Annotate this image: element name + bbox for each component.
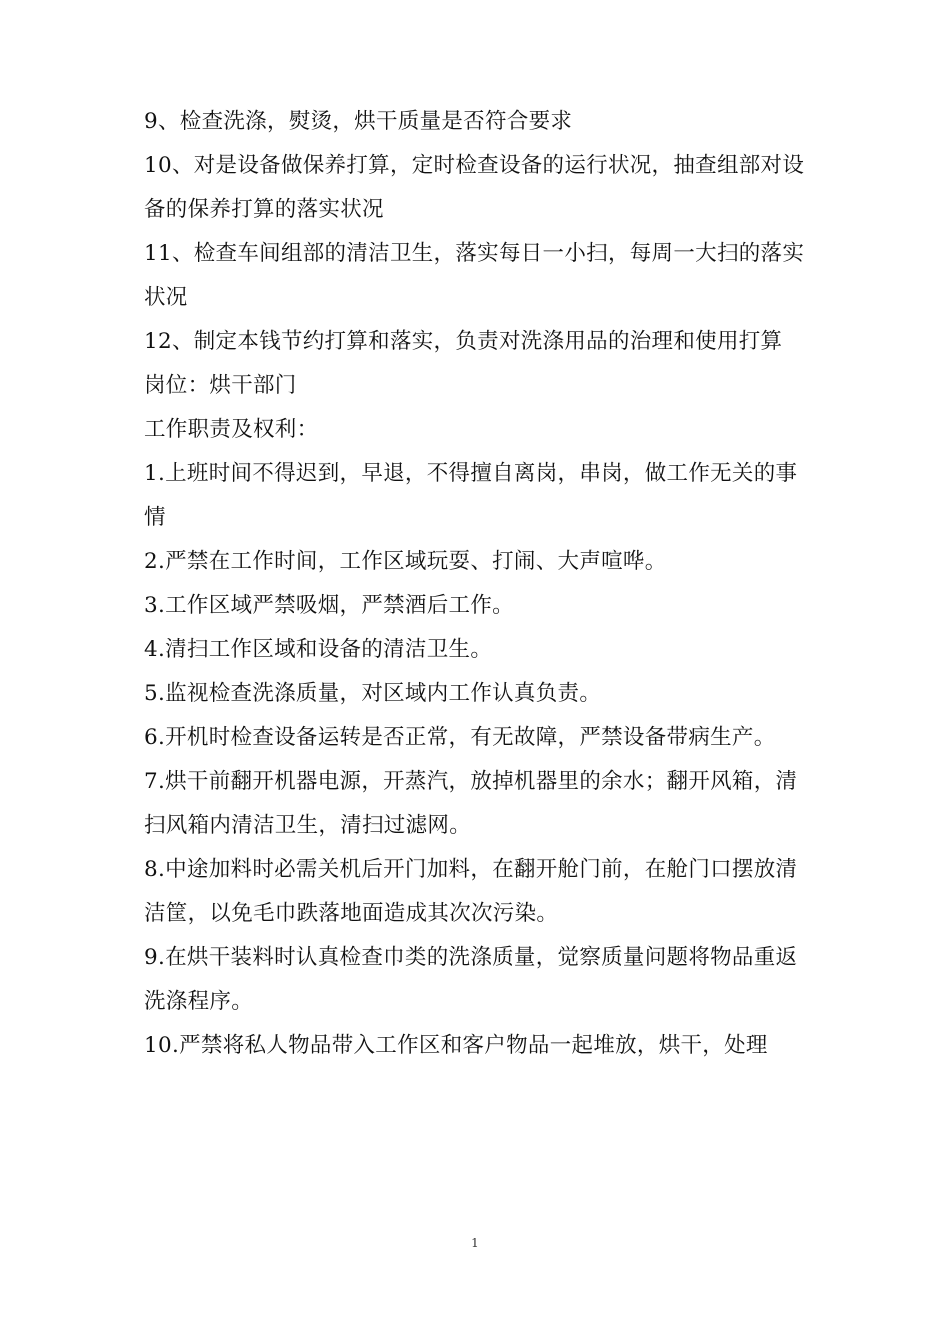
text-line: 9.在烘干装料时认真检查巾类的洗涤质量，觉察质量问题将物品重返 <box>144 945 798 970</box>
text-line: 8.中途加料时必需关机后开门加料，在翻开舱门前，在舱门口摆放清 <box>144 857 798 882</box>
page-number: 1 <box>471 1236 479 1250</box>
document-body <box>144 100 824 1068</box>
text-line: 10.严禁将私人物品带入工作区和客户物品一起堆放，烘干，处理 <box>144 1033 768 1058</box>
text-line: 工作职责及权利： <box>144 417 319 442</box>
text-line: 洗涤程序。 <box>144 989 254 1014</box>
text-line: 11、检查车间组部的清洁卫生，落实每日一小扫，每周一大扫的落实 <box>144 241 805 266</box>
text-line: 2.严禁在工作时间，工作区域玩耍、打闹、大声喧哗。 <box>144 549 667 574</box>
text-line: 状况 <box>144 285 188 310</box>
text-line: 1.上班时间不得迟到，早退，不得擅自离岗，串岗，做工作无关的事 <box>144 461 798 486</box>
text-line: 情 <box>144 505 166 530</box>
text-line: 扫风箱内清洁卫生，清扫过滤网。 <box>144 813 472 838</box>
text-line: 6.开机时检查设备运转是否正常，有无故障，严禁设备带病生产。 <box>144 725 776 750</box>
text-line: 4.清扫工作区域和设备的清洁卫生。 <box>144 637 493 662</box>
text-line: 岗位：烘干部门 <box>144 373 297 398</box>
text-line: 3.工作区域严禁吸烟，严禁酒后工作。 <box>144 593 514 618</box>
text-line: 12、制定本钱节约打算和落实，负责对洗涤用品的治理和使用打算 <box>144 329 783 354</box>
text-line: 5.监视检查洗涤质量，对区域内工作认真负责。 <box>144 681 602 706</box>
text-line: 7.烘干前翻开机器电源，开蒸汽，放掉机器里的余水；翻开风箱，清 <box>144 769 798 794</box>
text-line: 洁筐，以免毛巾跌落地面造成其次次污染。 <box>144 901 559 926</box>
text-line: 10、对是设备做保养打算，定时检查设备的运行状况，抽查组部对设 <box>144 153 805 178</box>
text-line: 9、检查洗涤，熨烫，烘干质量是否符合要求 <box>144 109 573 134</box>
text-line: 备的保养打算的落实状况 <box>144 197 384 222</box>
